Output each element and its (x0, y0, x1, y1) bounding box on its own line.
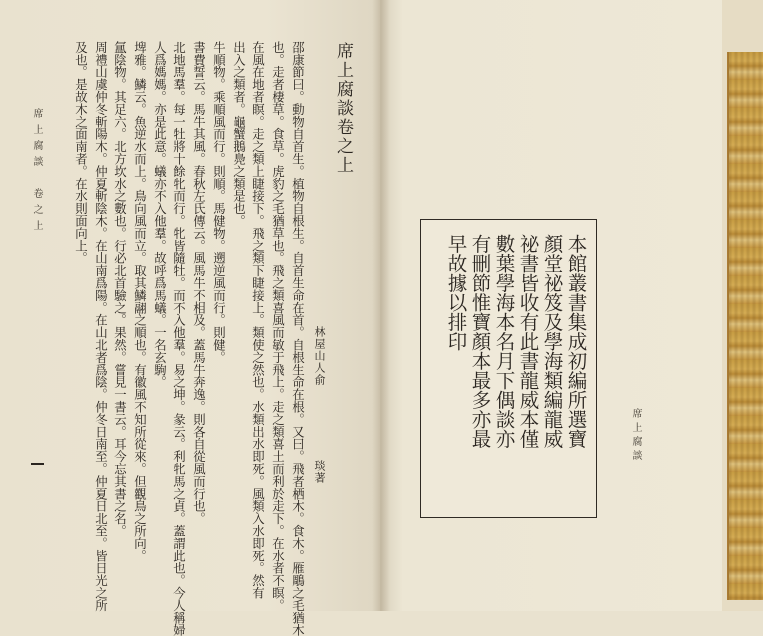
text-column-4: 出入之類者。龜蟹鵝鳧之類是也。 (231, 41, 247, 227)
text-column-12: 及也。是故木之面南者。在水則面向上。 (73, 41, 89, 265)
book-gutter (372, 0, 390, 611)
text-column-2: 也。走者棲草。食草。虎豹之毛猶草也。飛之類喜風而敏于飛上。走之類喜土而利於走下。在水者不瞑。 (270, 41, 286, 612)
text-column-8: 人爲媽媽。亦是此意。蟻亦不入他羣。故呼爲馬蟻。一名玄駒。 (152, 41, 168, 389)
gold-ornament-texture (727, 52, 763, 600)
notice-column-2: 顏堂祕笈及學海類編龍威 (540, 234, 564, 449)
text-column-9: 埤雅。鱗云。魚逆水而上。鳥向風而立。取其鱗翮之順也。有徽風不知所從來。但觀鳥之所向。 (132, 41, 148, 562)
right-running-head: 席上腐談 (630, 408, 641, 464)
publisher-notice-box (420, 219, 597, 518)
text-column-10: 氲陰物。其足六。北方坎水之數也。行必北首驗之。果然。嘗見一書云。耳今忘其書之名。 (112, 41, 128, 537)
author-name: 林屋山人俞 (313, 326, 326, 386)
author-role: 琰著 (313, 460, 326, 484)
text-column-6: 書費誓云。馬牛其風。春秋左氏傳云。風馬牛不相及。蓋馬牛奔逸。則各自從風而行也。 (191, 41, 207, 525)
text-column-3: 在風在地者瞑。走之類上睫接下。飛之類下睫接上。類使之然也。水類出水即死。風類入水即死。然有 (250, 41, 266, 599)
notice-column-6: 早故據以排印 (444, 234, 468, 351)
left-running-head: 席上腐談 卷之上 (31, 108, 42, 236)
notice-column-4: 數葉學海本名月下偶談亦 (492, 234, 516, 449)
notice-column-1: 本館叢書集成初編所選寶 (564, 234, 588, 449)
chapter-title: 席上腐談卷之上 (333, 42, 353, 175)
text-column-11: 周禮山虞仲冬斬陽木。仲夏斬陰木。在山南爲陽。在山北者爲陰。仲冬日南至。仲夏日北至。皆日光之所 (93, 41, 109, 612)
notice-column-5: 有刪節惟寶顏本最多亦最 (468, 234, 492, 449)
left-page (0, 0, 380, 611)
text-column-7: 北地馬羣。每一牡將十餘牝而行。牝皆隨牡。而不入他羣。易之坤。彖云。利牝馬之貞。蓋謂此也。今人稱婦 (171, 41, 187, 636)
notice-column-3: 祕書皆收有此書龍威本僅 (516, 234, 540, 449)
text-column-1: 邵康節曰。動物自首生。植物自根生。自首生命在首。自根生命在根。又曰。飛者栖木。食木。雁鵰之毛猶木 (290, 41, 306, 636)
text-column-5: 牛順物。乘順風而行。則順。馬健物。遡逆風而行。則健。 (211, 41, 227, 364)
page-number-mark (31, 463, 44, 465)
